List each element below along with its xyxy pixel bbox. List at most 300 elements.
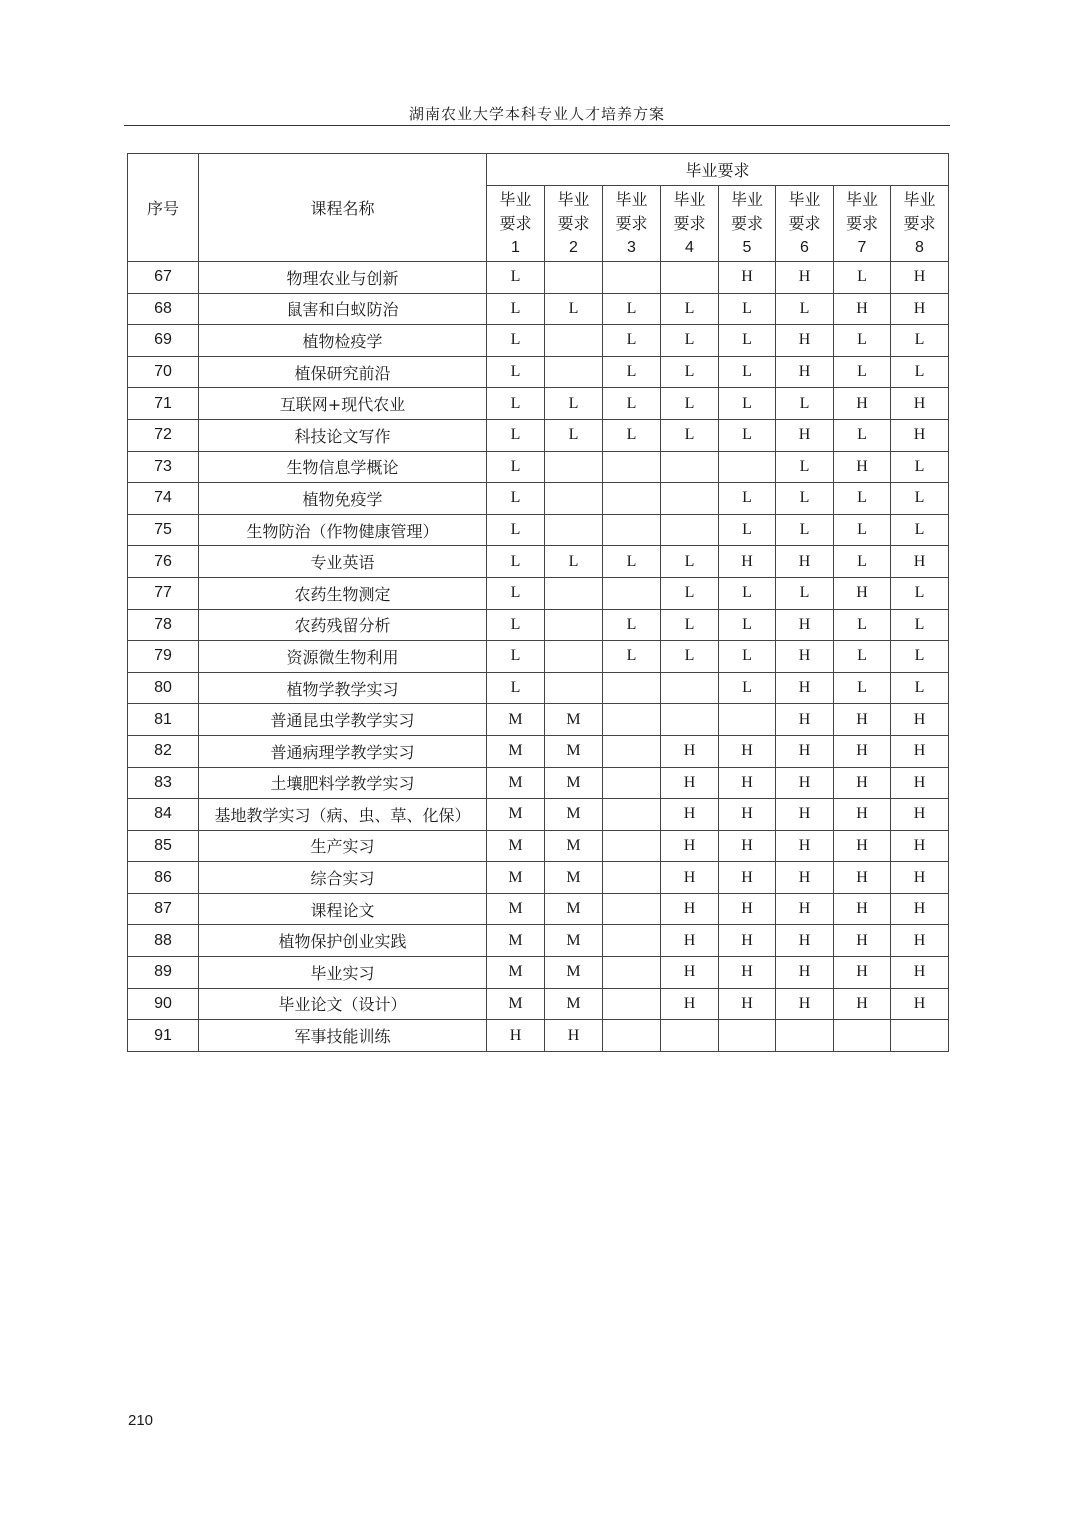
- table-row: [128, 767, 949, 799]
- requirement-level-2: M: [545, 988, 603, 1020]
- requirement-level-6: L: [776, 388, 834, 420]
- requirement-level-3: [603, 451, 661, 483]
- requirement-level-6: L: [776, 451, 834, 483]
- requirement-level-4: [661, 483, 719, 515]
- requirement-level-2: [545, 325, 603, 357]
- row-index: 91: [128, 1020, 199, 1052]
- row-index: 79: [128, 641, 199, 673]
- requirement-level-7: H: [834, 767, 891, 799]
- requirement-level-1: M: [487, 799, 545, 831]
- requirement-level-3: [603, 862, 661, 894]
- course-name: 物理农业与创新: [199, 262, 487, 294]
- requirement-level-3: [603, 262, 661, 294]
- requirement-level-4: L: [661, 641, 719, 673]
- requirement-level-3: [603, 514, 661, 546]
- requirement-level-1: M: [487, 925, 545, 957]
- requirement-level-5: L: [719, 483, 776, 515]
- requirement-level-5: [719, 1020, 776, 1052]
- requirement-level-5: H: [719, 988, 776, 1020]
- requirement-level-6: [776, 1020, 834, 1052]
- requirement-level-3: L: [603, 293, 661, 325]
- requirement-level-4: H: [661, 767, 719, 799]
- requirement-level-5: L: [719, 641, 776, 673]
- requirement-level-1: M: [487, 988, 545, 1020]
- table-row: [128, 419, 949, 451]
- requirement-level-4: H: [661, 735, 719, 767]
- course-name: 课程论文: [199, 893, 487, 925]
- requirement-header-line1: 毕业: [903, 189, 936, 209]
- requirement-level-2: M: [545, 925, 603, 957]
- row-index: 80: [128, 672, 199, 704]
- requirement-level-8: H: [891, 893, 949, 925]
- requirement-level-2: L: [545, 293, 603, 325]
- requirement-level-1: M: [487, 957, 545, 989]
- course-name: 农药残留分析: [199, 609, 487, 641]
- requirement-level-2: L: [545, 388, 603, 420]
- requirement-header-line2: 要求: [499, 213, 532, 233]
- requirement-header-line1: 毕业: [730, 189, 763, 209]
- row-index: 86: [128, 862, 199, 894]
- requirement-level-4: L: [661, 419, 719, 451]
- requirement-level-6: H: [776, 546, 834, 578]
- requirement-level-8: [891, 1020, 949, 1052]
- row-index: 73: [128, 451, 199, 483]
- requirement-level-1: L: [487, 609, 545, 641]
- requirement-header-line1: 毕业: [615, 189, 648, 209]
- requirement-level-7: L: [834, 641, 891, 673]
- requirement-header-line2: 要求: [557, 213, 590, 233]
- row-index: 87: [128, 893, 199, 925]
- row-index: 76: [128, 546, 199, 578]
- requirement-level-5: H: [719, 925, 776, 957]
- requirement-level-1: L: [487, 546, 545, 578]
- requirement-level-2: M: [545, 830, 603, 862]
- requirement-level-3: L: [603, 419, 661, 451]
- requirement-level-4: H: [661, 957, 719, 989]
- row-index: 67: [128, 262, 199, 294]
- table-row: [128, 799, 949, 831]
- requirement-level-2: [545, 262, 603, 294]
- table-row: [128, 325, 949, 357]
- course-name: 生物防治（作物健康管理）: [199, 514, 487, 546]
- requirement-level-8: L: [891, 577, 949, 609]
- requirement-level-7: L: [834, 672, 891, 704]
- requirement-level-2: [545, 672, 603, 704]
- requirement-header-6: [776, 186, 834, 262]
- requirement-level-5: L: [719, 577, 776, 609]
- requirement-level-5: L: [719, 672, 776, 704]
- course-name: 基地教学实习（病、虫、草、化保）: [199, 799, 487, 831]
- course-name: 植物保护创业实践: [199, 925, 487, 957]
- requirement-level-5: L: [719, 419, 776, 451]
- requirement-level-5: H: [719, 893, 776, 925]
- requirement-level-3: [603, 704, 661, 736]
- requirement-level-6: L: [776, 577, 834, 609]
- table-row: [128, 546, 949, 578]
- row-index: 83: [128, 767, 199, 799]
- requirement-header-3: [603, 186, 661, 262]
- requirement-header-number: 1: [511, 238, 520, 256]
- requirement-level-6: L: [776, 483, 834, 515]
- column-header-index: 序号: [128, 154, 199, 262]
- requirement-level-4: H: [661, 799, 719, 831]
- requirement-level-5: H: [719, 735, 776, 767]
- requirement-header-number: 4: [685, 238, 694, 256]
- requirement-level-6: H: [776, 893, 834, 925]
- table-row: [128, 672, 949, 704]
- row-index: 70: [128, 356, 199, 388]
- table-row: [128, 262, 949, 294]
- requirement-level-7: L: [834, 419, 891, 451]
- requirement-level-8: H: [891, 957, 949, 989]
- requirement-level-2: M: [545, 862, 603, 894]
- requirement-level-1: L: [487, 514, 545, 546]
- requirement-level-8: H: [891, 799, 949, 831]
- requirement-level-4: H: [661, 988, 719, 1020]
- row-index: 74: [128, 483, 199, 515]
- course-name: 植物检疫学: [199, 325, 487, 357]
- table-row: [128, 577, 949, 609]
- course-name: 专业英语: [199, 546, 487, 578]
- header-row: [128, 154, 949, 186]
- requirement-level-2: [545, 577, 603, 609]
- requirement-level-7: H: [834, 388, 891, 420]
- requirement-level-7: L: [834, 546, 891, 578]
- requirement-level-2: [545, 356, 603, 388]
- course-name: 普通昆虫学教学实习: [199, 704, 487, 736]
- requirement-level-7: H: [834, 704, 891, 736]
- requirement-level-2: H: [545, 1020, 603, 1052]
- requirement-level-5: L: [719, 514, 776, 546]
- requirement-level-1: L: [487, 451, 545, 483]
- requirement-level-5: [719, 704, 776, 736]
- requirement-header-5: [719, 186, 776, 262]
- requirement-level-5: H: [719, 862, 776, 894]
- requirement-level-4: L: [661, 356, 719, 388]
- requirement-level-3: [603, 735, 661, 767]
- requirement-level-1: L: [487, 388, 545, 420]
- requirement-header-line1: 毕业: [845, 189, 878, 209]
- requirement-level-4: [661, 514, 719, 546]
- requirement-level-6: H: [776, 988, 834, 1020]
- requirement-level-2: [545, 609, 603, 641]
- requirement-level-3: L: [603, 356, 661, 388]
- requirement-level-7: L: [834, 356, 891, 388]
- requirement-level-4: L: [661, 609, 719, 641]
- requirement-level-6: H: [776, 735, 834, 767]
- course-name: 军事技能训练: [199, 1020, 487, 1052]
- requirement-header-line2: 要求: [788, 213, 821, 233]
- requirement-level-2: [545, 483, 603, 515]
- requirement-header-4: [661, 186, 719, 262]
- requirement-header-number: 8: [915, 238, 924, 256]
- requirement-level-6: H: [776, 419, 834, 451]
- table-row: [128, 925, 949, 957]
- requirement-header-line1: 毕业: [557, 189, 590, 209]
- requirement-level-3: L: [603, 641, 661, 673]
- requirement-level-2: L: [545, 419, 603, 451]
- requirement-level-7: H: [834, 293, 891, 325]
- table-row: [128, 830, 949, 862]
- table-row: [128, 735, 949, 767]
- requirement-level-3: [603, 957, 661, 989]
- requirement-level-3: [603, 799, 661, 831]
- requirement-level-7: L: [834, 483, 891, 515]
- requirement-level-8: L: [891, 641, 949, 673]
- requirement-level-2: M: [545, 767, 603, 799]
- course-name: 资源微生物利用: [199, 641, 487, 673]
- requirement-level-6: H: [776, 262, 834, 294]
- requirement-header-2: [545, 186, 603, 262]
- requirement-header-line2: 要求: [903, 213, 936, 233]
- requirement-level-4: H: [661, 893, 719, 925]
- course-name: 植保研究前沿: [199, 356, 487, 388]
- requirement-level-4: L: [661, 546, 719, 578]
- requirement-level-3: L: [603, 546, 661, 578]
- requirement-level-6: H: [776, 862, 834, 894]
- requirement-header-number: 7: [857, 238, 867, 256]
- requirement-level-5: L: [719, 293, 776, 325]
- row-index: 90: [128, 988, 199, 1020]
- requirement-level-8: L: [891, 325, 949, 357]
- requirement-level-2: M: [545, 735, 603, 767]
- requirement-level-2: [545, 514, 603, 546]
- requirement-level-7: H: [834, 577, 891, 609]
- row-index: 72: [128, 419, 199, 451]
- requirement-level-1: M: [487, 735, 545, 767]
- requirement-level-2: M: [545, 957, 603, 989]
- requirement-level-4: [661, 672, 719, 704]
- requirement-level-7: H: [834, 925, 891, 957]
- requirement-level-8: H: [891, 546, 949, 578]
- requirement-level-4: [661, 704, 719, 736]
- requirement-level-8: H: [891, 925, 949, 957]
- table-row: [128, 862, 949, 894]
- requirement-level-7: H: [834, 830, 891, 862]
- requirement-level-8: H: [891, 830, 949, 862]
- requirement-level-5: H: [719, 830, 776, 862]
- requirement-level-8: H: [891, 862, 949, 894]
- requirement-level-3: [603, 988, 661, 1020]
- table-row: [128, 609, 949, 641]
- course-name: 生产实习: [199, 830, 487, 862]
- requirement-level-5: H: [719, 957, 776, 989]
- requirement-level-5: L: [719, 609, 776, 641]
- requirement-level-8: H: [891, 988, 949, 1020]
- course-name: 农药生物测定: [199, 577, 487, 609]
- requirement-level-7: L: [834, 325, 891, 357]
- requirement-level-3: [603, 483, 661, 515]
- requirement-level-3: L: [603, 325, 661, 357]
- requirement-level-6: H: [776, 356, 834, 388]
- requirement-level-4: [661, 1020, 719, 1052]
- requirement-level-5: L: [719, 388, 776, 420]
- requirement-level-8: L: [891, 451, 949, 483]
- requirement-header-7: [834, 186, 891, 262]
- requirement-level-1: M: [487, 893, 545, 925]
- requirement-level-4: [661, 262, 719, 294]
- requirement-level-1: M: [487, 704, 545, 736]
- requirement-level-1: L: [487, 577, 545, 609]
- requirement-level-5: L: [719, 325, 776, 357]
- requirement-level-6: H: [776, 957, 834, 989]
- table-row: [128, 1020, 949, 1052]
- requirement-level-8: H: [891, 262, 949, 294]
- requirement-level-8: L: [891, 609, 949, 641]
- requirement-header-line2: 要求: [615, 213, 648, 233]
- requirement-level-4: L: [661, 293, 719, 325]
- requirement-level-8: H: [891, 735, 949, 767]
- requirement-header-number: 2: [569, 238, 578, 256]
- course-name: 毕业实习: [199, 957, 487, 989]
- requirement-level-2: M: [545, 704, 603, 736]
- requirement-level-6: H: [776, 641, 834, 673]
- table-row: [128, 704, 949, 736]
- requirement-header-line1: 毕业: [788, 189, 821, 209]
- row-index: 78: [128, 609, 199, 641]
- requirement-level-3: L: [603, 388, 661, 420]
- requirement-level-6: L: [776, 293, 834, 325]
- requirement-level-3: [603, 1020, 661, 1052]
- matrix-body: [128, 262, 949, 1052]
- row-index: 77: [128, 577, 199, 609]
- requirement-level-4: H: [661, 862, 719, 894]
- requirement-header-line1: 毕业: [673, 189, 706, 209]
- column-group-header: 毕业要求: [487, 154, 949, 186]
- course-name: 植物学教学实习: [199, 672, 487, 704]
- requirement-level-4: L: [661, 325, 719, 357]
- requirement-level-5: H: [719, 546, 776, 578]
- requirement-level-5: H: [719, 262, 776, 294]
- requirement-level-1: L: [487, 419, 545, 451]
- requirement-level-2: L: [545, 546, 603, 578]
- requirement-level-1: L: [487, 356, 545, 388]
- requirement-level-3: [603, 577, 661, 609]
- requirement-level-7: [834, 1020, 891, 1052]
- requirement-level-7: H: [834, 799, 891, 831]
- requirement-level-4: L: [661, 388, 719, 420]
- row-index: 89: [128, 957, 199, 989]
- requirement-level-6: H: [776, 830, 834, 862]
- requirement-level-2: [545, 451, 603, 483]
- requirement-level-7: L: [834, 514, 891, 546]
- requirement-level-7: H: [834, 893, 891, 925]
- row-index: 85: [128, 830, 199, 862]
- requirement-level-7: H: [834, 988, 891, 1020]
- requirement-level-6: H: [776, 672, 834, 704]
- requirement-level-5: [719, 451, 776, 483]
- requirement-level-6: H: [776, 799, 834, 831]
- requirement-level-1: M: [487, 767, 545, 799]
- requirement-level-7: L: [834, 609, 891, 641]
- table-row: [128, 641, 949, 673]
- requirement-level-4: L: [661, 577, 719, 609]
- table-row: [128, 957, 949, 989]
- requirement-level-4: [661, 451, 719, 483]
- requirement-level-7: H: [834, 451, 891, 483]
- requirement-level-6: H: [776, 704, 834, 736]
- course-name: 鼠害和白蚁防治: [199, 293, 487, 325]
- requirement-level-4: H: [661, 925, 719, 957]
- row-index: 81: [128, 704, 199, 736]
- requirement-level-1: L: [487, 293, 545, 325]
- requirement-level-3: L: [603, 609, 661, 641]
- row-index: 84: [128, 799, 199, 831]
- requirement-header-8: [891, 186, 949, 262]
- requirement-level-1: M: [487, 862, 545, 894]
- requirement-level-3: [603, 893, 661, 925]
- requirement-level-8: L: [891, 356, 949, 388]
- graduation-requirements-matrix: [127, 153, 949, 1052]
- course-name: 综合实习: [199, 862, 487, 894]
- requirement-level-3: [603, 672, 661, 704]
- requirement-level-3: [603, 830, 661, 862]
- requirement-level-5: H: [719, 767, 776, 799]
- requirement-level-1: L: [487, 325, 545, 357]
- requirement-level-1: L: [487, 483, 545, 515]
- requirement-level-2: [545, 641, 603, 673]
- table-row: [128, 514, 949, 546]
- requirement-level-1: M: [487, 830, 545, 862]
- requirement-level-7: H: [834, 735, 891, 767]
- requirement-level-6: H: [776, 925, 834, 957]
- requirement-level-8: H: [891, 293, 949, 325]
- requirement-level-5: L: [719, 356, 776, 388]
- page-number: 210: [128, 1412, 154, 1429]
- table-row: [128, 356, 949, 388]
- table-row: [128, 293, 949, 325]
- header-divider: [124, 125, 950, 126]
- requirement-header-number: 5: [742, 238, 752, 256]
- row-index: 71: [128, 388, 199, 420]
- course-name: 生物信息学概论: [199, 451, 487, 483]
- requirement-level-8: L: [891, 514, 949, 546]
- requirement-level-4: H: [661, 830, 719, 862]
- row-index: 88: [128, 925, 199, 957]
- course-name: 毕业论文（设计）: [199, 988, 487, 1020]
- course-name: 土壤肥料学教学实习: [199, 767, 487, 799]
- requirement-header-line2: 要求: [730, 213, 763, 233]
- course-name: 互联网+现代农业: [199, 388, 487, 420]
- requirement-level-7: H: [834, 957, 891, 989]
- course-name: 植物免疫学: [199, 483, 487, 515]
- requirement-level-7: H: [834, 862, 891, 894]
- requirement-header-line1: 毕业: [499, 189, 532, 209]
- requirement-level-8: H: [891, 419, 949, 451]
- requirement-level-5: H: [719, 799, 776, 831]
- course-name: 科技论文写作: [199, 419, 487, 451]
- row-index: 82: [128, 735, 199, 767]
- requirement-header-number: 3: [627, 238, 636, 256]
- table-row: [128, 388, 949, 420]
- requirement-level-1: L: [487, 262, 545, 294]
- row-index: 75: [128, 514, 199, 546]
- requirement-level-6: H: [776, 325, 834, 357]
- requirement-level-1: L: [487, 641, 545, 673]
- requirement-header-line2: 要求: [845, 213, 878, 233]
- requirement-level-8: L: [891, 483, 949, 515]
- column-header-course: 课程名称: [199, 154, 487, 262]
- requirement-level-8: H: [891, 704, 949, 736]
- course-name: 普通病理学教学实习: [199, 735, 487, 767]
- row-index: 68: [128, 293, 199, 325]
- requirement-level-2: M: [545, 893, 603, 925]
- page-header-title: 湖南农业大学本科专业人才培养方案: [408, 105, 665, 123]
- requirement-level-8: H: [891, 767, 949, 799]
- requirement-level-3: [603, 925, 661, 957]
- requirement-level-3: [603, 767, 661, 799]
- table-row: [128, 988, 949, 1020]
